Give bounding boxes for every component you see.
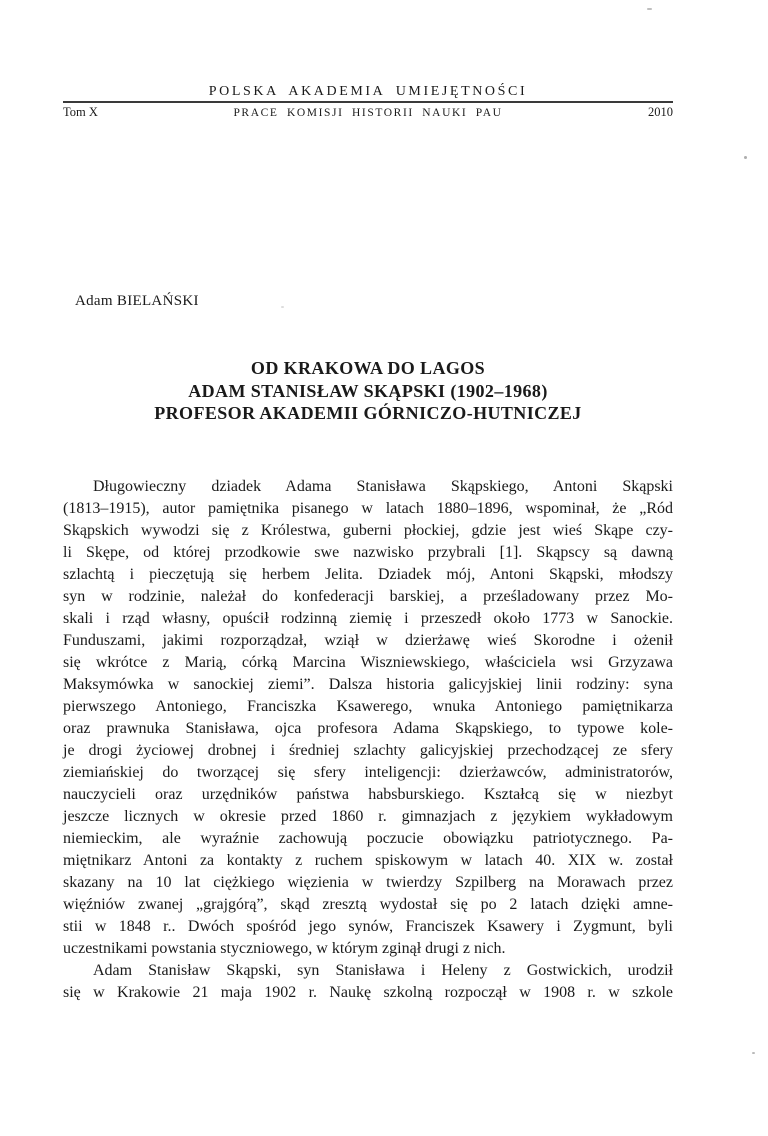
header-rule bbox=[63, 101, 673, 103]
article-title-line-2: ADAM STANISŁAW SKĄPSKI (1902–1968) bbox=[188, 380, 548, 401]
text-line: Adam Stanisław Skąpski, syn Stanisława i Heleny z Gostwickich, urodził bbox=[93, 961, 673, 979]
volume-label: Tom X bbox=[63, 105, 98, 119]
text-line: miętnikarz Antoni za kontakty z ruchem spiskowym w latach 40. XIX w. został bbox=[63, 851, 673, 869]
journal-society-name: POLSKA AKADEMIA UMIEJĘTNOŚCI bbox=[208, 84, 528, 99]
text-line: nauczycieli oraz urzędników państwa habsburskiego. Kształcą się w niezbyt bbox=[63, 785, 673, 803]
article-author: Adam BIELAŃSKI bbox=[75, 293, 199, 309]
text-line: jeszcze licznych w okresie przed 1860 r. gimnazjach z językiem wykładowym bbox=[63, 807, 673, 825]
paragraph-2 bbox=[63, 960, 673, 1004]
text-line: je drogi życiowej drobnej i średniej szlachty galicyjskiej przechodzącej ze sfery bbox=[63, 741, 673, 759]
text-line: pierwszego Antoniego, Franciszka Ksawerego, wnuka Antoniego pamiętnikarza bbox=[63, 697, 673, 715]
scan-speck bbox=[281, 306, 284, 308]
year-label: 2010 bbox=[648, 105, 673, 119]
text-line: więźniów zwanej „grajgórą”, skąd zresztą wydostał się po 2 latach dzięki amne- bbox=[63, 895, 673, 913]
body-text bbox=[63, 476, 673, 1004]
text-line: się w Krakowie 21 maja 1902 r. Naukę szkolną rozpoczął w 1908 r. w szkole bbox=[63, 983, 673, 1001]
scan-speck bbox=[744, 156, 747, 159]
text-line: ziemiańskiej do tworzącej się sfery inteligencji: dzierżawców, administratorów, bbox=[63, 763, 673, 781]
text-line: się wkrótce z Marią, córką Marcina Wiszniewskiego, właściciela wsi Grzyzawa bbox=[63, 653, 673, 671]
text-line: oraz prawnuka Stanisława, ojca profesora Adama Skąpskiego, to typowe kole- bbox=[63, 719, 673, 737]
text-line: skazany na 10 lat ciężkiego więzienia w twierdzy Szpilberg na Morawach przez bbox=[63, 873, 673, 891]
text-line: Długowieczny dziadek Adama Stanisława Skąpskiego, Antoni Skąpski bbox=[93, 477, 673, 495]
text-line: niemieckim, ale wyraźnie zachowują poczucie obowiązku patriotycznego. Pa- bbox=[63, 829, 673, 847]
text-line: szlachtą i pieczętują się herbem Jelita. Dziadek mój, Antoni Skąpski, młodszy bbox=[63, 565, 673, 583]
journal-title: PRACE KOMISJI HISTORII NAUKI PAU bbox=[233, 107, 503, 119]
journal-header-row bbox=[63, 105, 673, 120]
text-line: li Skępe, od której przodkowie swe nazwisko przybrali [1]. Skąpscy są dawną bbox=[63, 543, 673, 561]
text-line: stii w 1848 r.. Dwóch spośród jego synów, Franciszek Ksawery i Zygmunt, byli bbox=[63, 917, 673, 935]
text-line: uczestnikami powstania styczniowego, w którym zginął drugi z nich. bbox=[63, 939, 506, 957]
text-line: Funduszami, jakimi rozporządzał, wziął w dzierżawę wieś Skorodne i ożenił bbox=[63, 631, 673, 649]
journal-header bbox=[63, 0, 673, 120]
scan-speck bbox=[752, 1052, 755, 1054]
text-line: syn w rodzinie, należał do konfederacji barskiej, a prześladowany przez Mo- bbox=[63, 587, 673, 605]
article-title bbox=[63, 357, 673, 425]
text-line: (1813–1915), autor pamiętnika pisanego w latach 1880–1896, wspominał, że „Ród bbox=[63, 499, 673, 517]
scan-speck bbox=[647, 8, 652, 10]
text-line: skali i rząd własny, opuścił rodzinną ziemię i przeszedł około 1773 w Sanockie. bbox=[63, 609, 673, 627]
paragraph-1 bbox=[63, 476, 673, 960]
text-line: Skąpskich wywodzi się z Królestwa, guberni płockiej, gdzie jest wieś Skąpe czy- bbox=[63, 521, 673, 539]
text-line: Maksymówka w sanockiej ziemi”. Dalsza historia galicyjskiej linii rodziny: syna bbox=[63, 675, 673, 693]
article-title-line-3: PROFESOR AKADEMII GÓRNICZO-HUTNICZEJ bbox=[154, 403, 582, 423]
article-title-line-1: OD KRAKOWA DO LAGOS bbox=[250, 358, 486, 378]
